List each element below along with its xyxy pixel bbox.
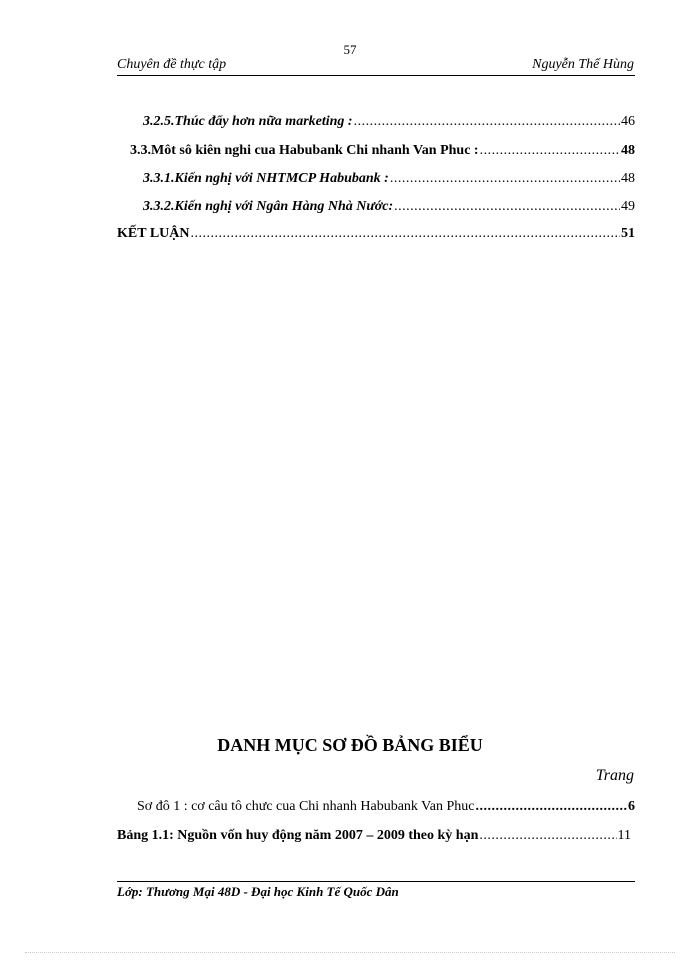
toc-entry-label: 3.3.2.Kiến nghị với Ngân Hàng Nhà Nước: — [143, 199, 394, 214]
page-column-label: Trang — [595, 767, 634, 784]
toc-leader-dots — [480, 143, 620, 159]
list-of-figures-title: DANH MỤC SƠ ĐỒ BẢNG BIỂU — [217, 735, 483, 755]
table-entry-label: Bảng 1.1: Nguồn vốn huy động năm 2007 – 2009 theo kỳ hạn — [117, 828, 479, 843]
toc-entry-page: 48 — [621, 143, 635, 158]
toc-entry[interactable] — [117, 171, 635, 187]
toc-entry-page: 46 — [621, 114, 635, 129]
toc-leader-dots — [354, 114, 620, 130]
table-entry-page: 11 — [617, 828, 631, 843]
footer-rule — [117, 881, 635, 882]
toc-leader-dots — [475, 799, 627, 815]
toc-entry-label: 3.3.1.Kiến nghị với NHTMCP Habubank : — [143, 171, 389, 186]
toc-entry-page: 48 — [621, 171, 635, 186]
footer-class-info: Lớp: Thương Mại 48D - Đại học Kinh Tế Quốc Dân — [117, 884, 399, 899]
toc-leader-dots — [479, 828, 616, 844]
toc-entry[interactable] — [117, 143, 635, 159]
figure-entry-label: Sơ đô 1 : cơ câu tô chưc cua Chi nhanh Habubank Van Phuc — [137, 799, 475, 814]
toc-entry[interactable] — [117, 199, 635, 215]
table-list-entry[interactable] — [117, 828, 631, 844]
page-edge-divider — [25, 952, 675, 953]
figure-list-entry[interactable] — [117, 799, 635, 815]
toc-entry-label: 3.2.5.Thúc đẩy hơn nữa marketing : — [143, 114, 353, 129]
header-rule — [117, 75, 635, 76]
toc-leader-dots — [190, 226, 620, 242]
toc-entry-label: KẾT LUẬN — [117, 226, 190, 241]
toc-entry-page: 49 — [621, 199, 635, 214]
header-document-type: Chuyên đề thực tập — [117, 57, 227, 72]
toc-entry-page: 51 — [621, 226, 635, 241]
toc-entry-label: 3.3.Môt sô kiên nghi cua Habubank Chi nhanh Van Phuc : — [130, 143, 479, 158]
toc-entry[interactable] — [117, 226, 635, 242]
figure-entry-page: 6 — [628, 799, 635, 814]
header-author: Nguyễn Thế Hùng — [532, 57, 634, 72]
toc-leader-dots — [390, 171, 620, 187]
page-number: 57 — [343, 42, 357, 57]
toc-entry[interactable] — [117, 114, 635, 130]
toc-leader-dots — [394, 199, 620, 215]
